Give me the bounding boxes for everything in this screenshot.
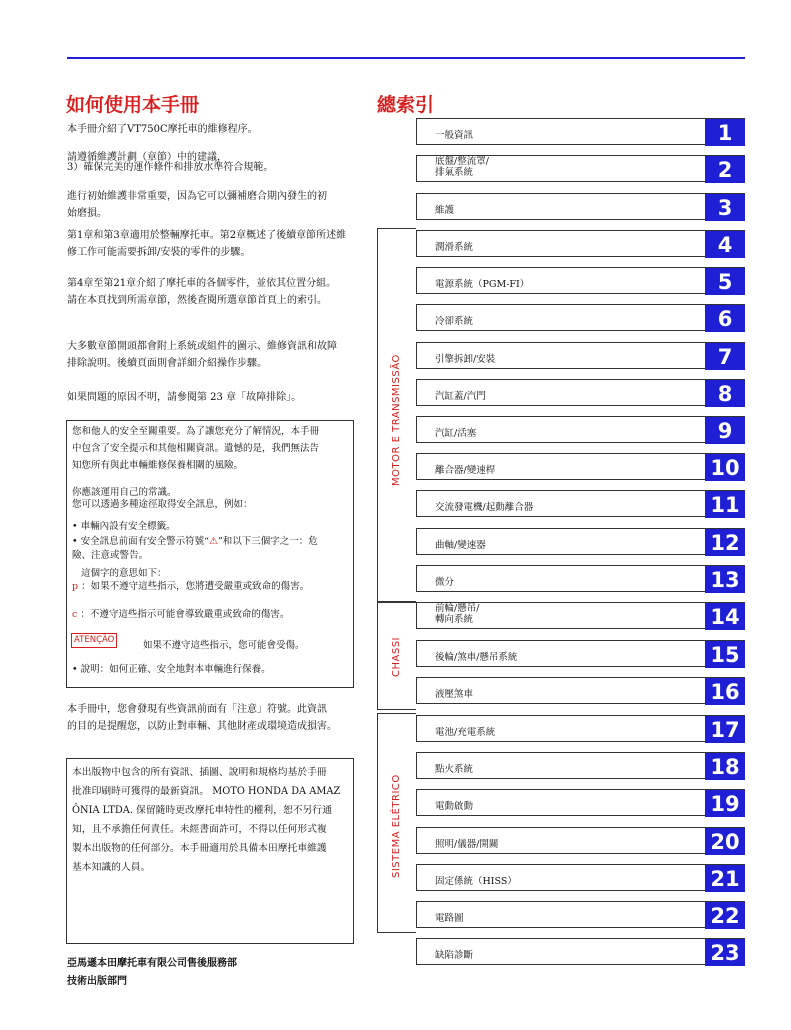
chapter-link-6[interactable]	[416, 304, 745, 331]
safety-bullet-text: • 安全訊息前面有安全警示符號“	[72, 536, 209, 547]
chapter-number-badge: 1	[705, 119, 745, 146]
chapter-link-10[interactable]	[416, 453, 745, 480]
warning-triangle-icon: ⚠	[208, 536, 218, 547]
warning-text: ：不遵守這些指示可能會導致嚴重或致命的傷害。	[80, 609, 290, 620]
chapter-label: 汽缸/活塞	[435, 428, 477, 439]
chapter-label: 微分	[435, 577, 455, 588]
initial-maintenance-line: 進行初始維護非常重要，因為它可以彌補磨合期內發生的初	[67, 191, 327, 202]
danger-definition	[72, 578, 352, 595]
how-to-use-title: 如何使用本手冊	[66, 94, 200, 116]
chapter-label: 電池/充電系統	[435, 727, 496, 738]
chapter-label: 曲軸/變速器	[435, 540, 486, 551]
chapter-number-badge: 11	[705, 491, 745, 518]
chapter-number-badge: 14	[705, 603, 745, 630]
chapter-label: 電動啟動	[435, 801, 474, 812]
safety-line: 你應該運用自己的常識。	[72, 487, 177, 498]
notice-line: 批准印刷時可獲得的最新資訊。 MOTO HONDA DA AMAZ	[72, 786, 341, 797]
chapter-link-16[interactable]	[416, 677, 745, 704]
safety-line: 知您所有與此車輛維修保養相關的風險。	[72, 460, 244, 471]
group-label-chassi: CHASSI	[391, 637, 402, 677]
danger-icon: p	[72, 581, 79, 592]
chapter-label: 底盤/整流罩/ 排氣系統	[435, 156, 489, 178]
notice-line: 基本知識的人員。	[72, 862, 151, 873]
chapter-link-15[interactable]	[416, 640, 745, 667]
chapter-label: 前輪/懸吊/ 轉向系統	[435, 603, 480, 625]
chapter-1-3-line-2: 修工作可能需要拆卸/安裝的零件的步驟。	[67, 247, 251, 258]
group-label-eletrico: SISTEMA ELÉTRICO	[391, 774, 402, 878]
chapter-structure-line-2: 排除說明。後續頁面則會詳細介紹操作步驟。	[67, 358, 267, 369]
atencao-badge: ATENÇÃO	[71, 633, 117, 648]
chapter-label: 一般資訊	[435, 130, 474, 141]
safety-line: 這個字的意思如下：	[81, 568, 167, 579]
maintenance-advice-line-2: 3）確保完美的運作條件和排放水準符合規範。	[67, 162, 274, 173]
chapter-structure-line: 大多數章節開頭都會附上系統或組件的圖示、維修資訊和故障	[67, 341, 337, 352]
chapter-number-badge: 20	[705, 828, 745, 855]
notice-line: 本出版物中包含的所有資訊、插圖、說明和規格均基於手冊	[72, 767, 327, 778]
instruction-note: • 說明：如何正確、安全地對本車輛進行保養。	[72, 664, 271, 675]
chapter-link-22[interactable]	[416, 901, 745, 928]
chapter-number-badge: 6	[705, 305, 745, 332]
chapter-number-badge: 8	[705, 380, 745, 407]
chapter-1-3-line: 第1章和第3章適用於整輛摩托車。第2章概述了後續章節所述維	[67, 230, 347, 241]
safety-line: 中包含了安全提示和其他相關資訊。遺憾的是，我們無法告	[72, 443, 320, 454]
chapter-label: 液壓煞車	[435, 689, 474, 700]
chapter-link-18[interactable]	[416, 752, 745, 779]
chapter-label: 照明/儀器/開關	[435, 839, 499, 850]
caution-text: 如果不遵守這些指示，您可能會受傷。	[143, 640, 305, 651]
chapter-link-1[interactable]	[416, 118, 745, 145]
intro-paragraph: 本手冊介紹了VT750C摩托車的維修程序。	[67, 124, 258, 135]
safety-line: 您和他人的安全至關重要。為了讓您充分了解情況，本手冊	[72, 426, 320, 437]
chapter-link-13[interactable]	[416, 565, 745, 592]
chapter-number-badge: 15	[705, 641, 745, 668]
notice-paragraph-line-2: 的目的是提醒您，以防止對車輛、其他財產或環境造成損害。	[67, 721, 337, 732]
chapter-number-badge: 2	[705, 156, 745, 183]
chapter-label: 交流發電機/起動離合器	[435, 502, 534, 513]
initial-maintenance-line-2: 始磨損。	[67, 208, 107, 219]
chapter-number-badge: 3	[705, 194, 745, 221]
chapter-link-3[interactable]	[416, 193, 745, 220]
chapter-label: 電源系統（PGM-FI）	[435, 279, 530, 290]
notice-line: ÔNIA LTDA. 保留隨時更改摩托車特性的權利，恕不另行通	[72, 805, 332, 816]
chapter-4-21-line-2: 請在本頁找到所需章節，然後查閱所選章節首頁上的索引。	[67, 295, 327, 306]
chapter-link-19[interactable]	[416, 789, 745, 816]
chapter-label: 電路圖	[435, 913, 464, 924]
chapter-link-5[interactable]	[416, 267, 745, 294]
chapter-number-badge: 23	[705, 939, 745, 966]
footer-department: 亞馬遜本田摩托車有限公司售後服務部	[67, 958, 237, 969]
chapter-link-17[interactable]	[416, 715, 745, 742]
safety-line: 您可以透過多種途徑取得安全訊息，例如：	[72, 499, 253, 510]
safety-info-box	[66, 420, 354, 688]
chapter-link-4[interactable]	[416, 230, 745, 257]
chapter-label: 缺陷診斷	[435, 950, 474, 961]
chapter-link-14[interactable]	[416, 602, 745, 629]
chapter-label: 固定係統（HISS）	[435, 876, 517, 887]
chapter-label: 離合器/變速桿	[435, 465, 496, 476]
chapter-link-12[interactable]	[416, 528, 745, 555]
chapter-label: 冷卻系統	[435, 316, 474, 327]
chapter-number-badge: 22	[705, 902, 745, 929]
chapter-number-badge: 7	[705, 343, 745, 370]
chapter-number-badge: 9	[705, 417, 745, 444]
general-index-title: 總索引	[377, 94, 435, 116]
safety-bullet: • 車輛內設有安全標籤。	[72, 521, 176, 532]
chapter-link-20[interactable]	[416, 827, 745, 854]
notice-line: 知，且不承擔任何責任。未經書面許可，不得以任何形式複	[72, 824, 327, 835]
safety-line: 險、注意或警告。	[72, 550, 149, 561]
chapter-number-badge: 10	[705, 454, 745, 481]
chapter-label: 點火系統	[435, 764, 474, 775]
chapter-link-8[interactable]	[416, 379, 745, 406]
top-rule	[67, 57, 745, 59]
chapter-link-9[interactable]	[416, 416, 745, 443]
publication-notice-box	[66, 758, 354, 944]
chapter-link-7[interactable]	[416, 342, 745, 369]
group-label-motor: MOTOR E TRANSMISSÃO	[391, 354, 402, 486]
chapter-label: 後輪/煞車/懸吊系統	[435, 652, 518, 663]
chapter-number-badge: 13	[705, 566, 745, 593]
warning-definition	[72, 606, 352, 623]
chapter-number-badge: 19	[705, 790, 745, 817]
chapter-number-badge: 21	[705, 865, 745, 892]
warning-icon: c	[72, 609, 78, 620]
chapter-label: 潤滑系統	[435, 242, 474, 253]
chapter-link-21[interactable]	[416, 864, 745, 891]
chapter-label: 引擎拆卸/安裝	[435, 354, 496, 365]
maintenance-advice-line: 請遵循維護計劃（章節）中的建議，	[67, 152, 227, 163]
chapter-number-badge: 17	[705, 716, 745, 743]
notice-line: 製本出版物的任何部分。本手冊適用於具備本田摩托車維護	[72, 843, 327, 854]
chapter-link-2[interactable]	[416, 155, 745, 182]
chapter-label: 汽缸蓋/汽門	[435, 391, 486, 402]
chapter-number-badge: 18	[705, 753, 745, 780]
danger-text: ：如果不遵守這些指示，您將遭受嚴重或致命的傷害。	[81, 581, 310, 592]
chapter-number-badge: 4	[705, 231, 745, 258]
chapter-link-11[interactable]	[416, 490, 745, 517]
chapter-number-badge: 12	[705, 529, 745, 556]
safety-bullet-text: ”和以下三個字之一：危	[217, 536, 318, 547]
notice-paragraph-line: 本手冊中，您會發現有些資訊前面有「注意」符號。此資訊	[67, 704, 327, 715]
chapter-4-21-line: 第4章至第21章介紹了摩托車的各個零件，並依其位置分組。	[67, 278, 337, 289]
footer-publication-dept: 技術出版部門	[67, 976, 127, 987]
chapter-link-23[interactable]	[416, 938, 745, 965]
publication-notice-text	[72, 763, 350, 877]
chapter-number-badge: 5	[705, 268, 745, 295]
troubleshooting-ref-line: 如果問題的原因不明，請參閱第 23 章「故障排除」。	[67, 392, 302, 403]
chapter-number-badge: 16	[705, 678, 745, 705]
chapter-label: 維護	[435, 205, 455, 216]
